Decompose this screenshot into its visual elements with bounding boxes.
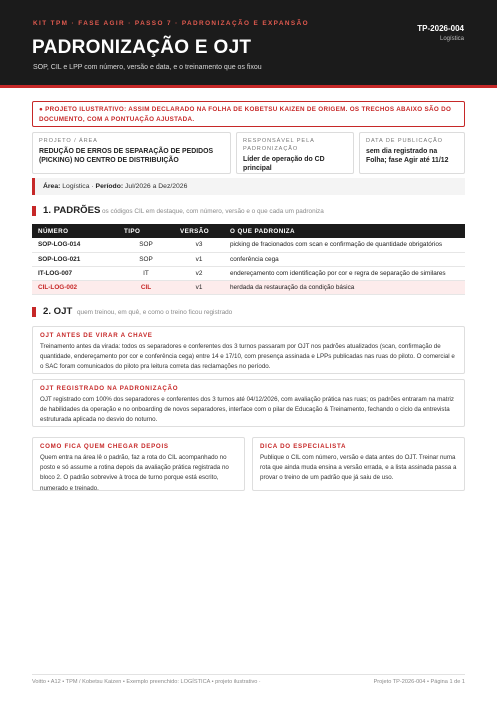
period-value: Jul/2026 a Dez/2026 bbox=[125, 183, 188, 190]
cell-descricao: endereçamento com identificação por cor e regra de separação de similares bbox=[224, 266, 465, 280]
responsible-value: Líder de operação do CD principal bbox=[243, 156, 325, 172]
section-description: quem treinou, em quê, e como o treino ficou registrado bbox=[77, 309, 233, 316]
col-header-tipo: TIPO bbox=[118, 224, 174, 238]
section-accent-bar bbox=[32, 307, 36, 317]
header-kicker: KIT TPM · FASE AGIR · PASSO 7 · PADRONIZAÇÃO E EXPANSÃO bbox=[33, 20, 309, 27]
cell-numero: CIL-LOG-002 bbox=[32, 280, 118, 294]
footer-credits: Voitto • A12 • TPM / Kobetsu Kaizen • Exemplo preenchido: LOGÍSTICA • projeto ilustrativo · bbox=[32, 679, 261, 685]
cell-descricao: herdada da restauração da condição básica bbox=[224, 280, 465, 294]
box-text: Quem entra na área lê o padrão, faz a rota do CIL acompanhado no posto e só assume a rotina depois da avaliação prática registrada no bloco 2. O padrão sobrevive à troca de turno porque está escrito, numerado e treinado. bbox=[40, 454, 229, 492]
cell-numero: SOP-LOG-021 bbox=[32, 252, 118, 266]
section-ojt-heading bbox=[32, 305, 465, 319]
cell-tipo: CIL bbox=[118, 280, 174, 294]
table-header-row bbox=[32, 224, 465, 238]
project-card bbox=[32, 132, 231, 174]
cell-numero: IT-LOG-007 bbox=[32, 266, 118, 280]
document-area: Logística bbox=[439, 36, 464, 42]
publication-date-card bbox=[359, 132, 465, 174]
box-title: DICA DO ESPECIALISTA bbox=[260, 443, 347, 450]
col-header-descricao: O QUE PADRONIZA bbox=[224, 224, 465, 238]
cell-numero: SOP-LOG-014 bbox=[32, 238, 118, 252]
box-title: OJT ANTES DE VIRAR A CHAVE bbox=[40, 332, 153, 339]
period-label: Período: bbox=[95, 183, 124, 190]
section-title: 2. OJT bbox=[43, 306, 73, 317]
box-text: Publique o CIL com número, versão e data antes do OJT. Treinar numa rota que ainda muda ensina a versão errada, e a lista assinada passa a provar o treino de um padrão que já saiu de uso. bbox=[260, 454, 457, 482]
responsible-card bbox=[236, 132, 354, 174]
document-id: TP-2026-004 bbox=[417, 24, 464, 33]
area-value: Logística bbox=[62, 183, 90, 190]
section-accent-bar bbox=[32, 206, 36, 216]
table-row-highlighted bbox=[32, 280, 465, 294]
table-row bbox=[32, 238, 465, 252]
cell-versao: v2 bbox=[174, 266, 224, 280]
standards-table bbox=[32, 224, 465, 295]
ojt-registered-box bbox=[32, 379, 465, 427]
box-text: OJT registrado com 100% dos separadores e conferentes dos 3 turnos até 04/12/2026, com avaliação prática nas ruas; os padrões entraram na matriz de habilidades da operação e no onboarding de novos separadores, interface com o pilar de Educação & Treinamento, fechando o ciclo da entrevista estruturada aplicada no desvio do noturno. bbox=[40, 396, 454, 424]
cell-tipo: SOP bbox=[118, 252, 174, 266]
page-subtitle: SOP, CIL e LPP com número, versão e data, e o treinamento que os fixou bbox=[33, 64, 262, 71]
box-text: Treinamento antes da virada: todos os separadores e conferentes dos 3 turnos passaram por OJT nos padrões atualizados (scan, confirmação de quantidade, endereçamento por cor e conferência cega) entre 14 e 17/10, com presença assinada e LPPs publicadas nas ruas do piloto. O comercial e o SAC foram comunicados do piloto pra leitura correta das reclamações no período. bbox=[40, 343, 455, 371]
publication-date-label: DATA DE PUBLICAÇÃO bbox=[366, 138, 443, 144]
responsible-label: RESPONSÁVEL PELA PADRONIZAÇÃO bbox=[243, 138, 315, 152]
box-title: COMO FICA QUEM CHEGAR DEPOIS bbox=[40, 443, 169, 450]
footer-page-number: Projeto TP-2026-004 • Página 1 de 1 bbox=[373, 679, 465, 685]
project-label: PROJETO / ÁREA bbox=[39, 138, 98, 144]
footer-divider bbox=[32, 674, 465, 675]
cell-descricao: conferência cega bbox=[224, 252, 465, 266]
period-separator: · bbox=[91, 183, 94, 190]
cell-tipo: SOP bbox=[118, 238, 174, 252]
page-title: PADRONIZAÇÃO E OJT bbox=[32, 37, 252, 58]
project-value: REDUÇÃO DE ERROS DE SEPARAÇÃO DE PEDIDOS (PICKING) NO CENTRO DE DISTRIBUIÇÃO bbox=[39, 148, 214, 164]
illustrative-warning: ● PROJETO ILUSTRATIVO: ASSIM DECLARADO NA FOLHA DE KOBETSU KAIZEN DE ORIGEM. OS TRECHOS ABAIXO SÃO DO DOCUMENTO, COM A PONTUAÇÃO AJUSTADA. bbox=[32, 101, 465, 127]
expert-tip-box bbox=[252, 437, 465, 491]
period-bar bbox=[32, 178, 465, 195]
col-header-versao: VERSÃO bbox=[174, 224, 224, 238]
section-description: os códigos CIL em destaque, com número, versão e o que cada um padroniza bbox=[102, 208, 324, 215]
publication-date-value: sem dia registrado na Folha; fase Agir até 11/12 bbox=[366, 148, 449, 164]
newcomer-box bbox=[32, 437, 245, 491]
cell-versao: v1 bbox=[174, 252, 224, 266]
section-title: 1. PADRÕES bbox=[43, 205, 101, 216]
document-header bbox=[0, 0, 497, 88]
box-title: OJT REGISTRADO NA PADRONIZAÇÃO bbox=[40, 385, 179, 392]
area-label: Área: bbox=[43, 183, 61, 190]
cell-descricao: picking de fracionados com scan e confirmação de quantidade obrigatórios bbox=[224, 238, 465, 252]
col-header-numero: NÚMERO bbox=[32, 224, 118, 238]
cell-tipo: IT bbox=[118, 266, 174, 280]
cell-versao: v3 bbox=[174, 238, 224, 252]
section-standards-heading bbox=[32, 204, 465, 218]
table-row bbox=[32, 252, 465, 266]
table-row bbox=[32, 266, 465, 280]
ojt-before-box bbox=[32, 326, 465, 374]
cell-versao: v1 bbox=[174, 280, 224, 294]
